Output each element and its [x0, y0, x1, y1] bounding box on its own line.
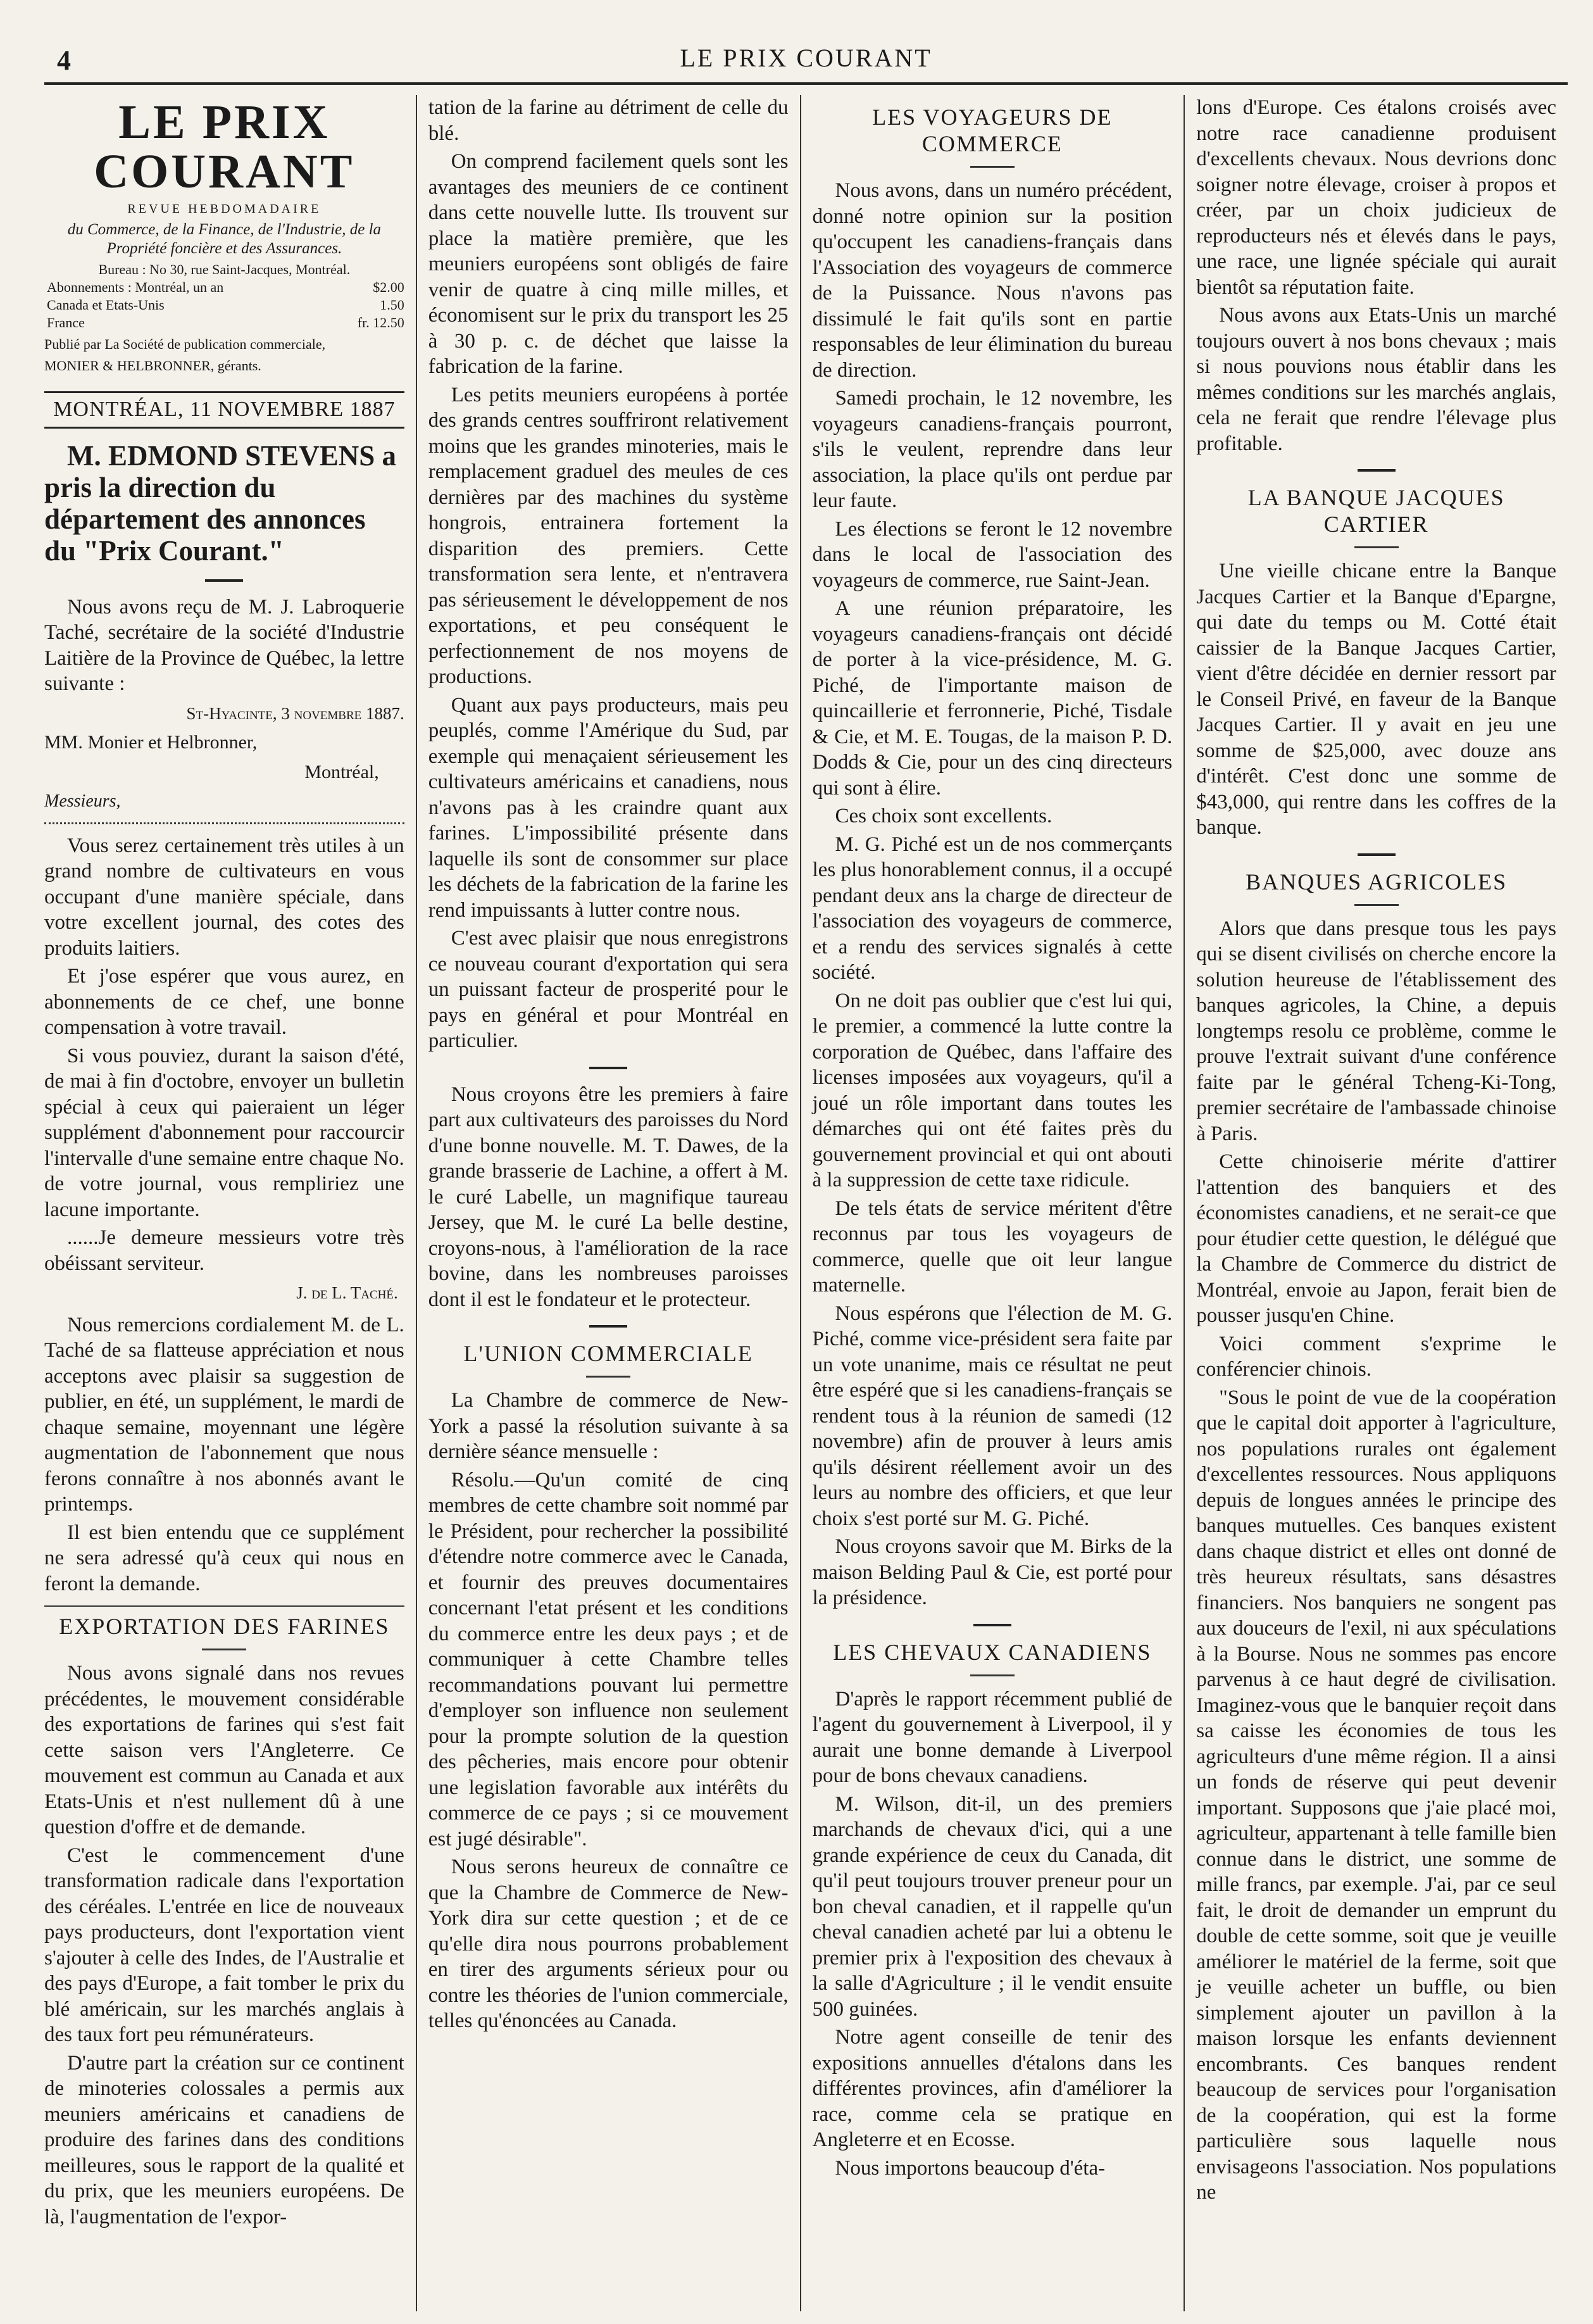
article-paragraph: "Sous le point de vue de la coopération que le capital doit apporter à l'agriculture, nos populations rurales ont également d'excellentes ressources. Nous appliquons depuis de longues années le principe des banques mutuelles. Ces banques existent dans chaque district et elles ont donné de très heureux résultats, sans désastres financiers. Nos banquiers ne songent pas aux douceurs de l'exil, ni aux spéculations à la Bourse. Nous ne sommes pas encore parvenus à ce haut degré de civilisation. Imaginez-vous que le banquier reçoit dans sa caisse les économies de tous les agriculteurs d'une même région. Il a ainsi un fonds de réserve qui peut devenir important. Supposons que j'aie placé moi, agriculteur, appartenant à telle famille bien connue dans le district, une somme de mille francs, par exemple. J'ai, par ce seul fait, le droit de demander un emprunt du double de cette somme, soit que je veuille améliorer le matériel de la ferme, soit que je veuille acheter un buffle, ou bien simplement ajouter un pavillon à la maison lorsque les enfants deviennent encombrants. Ces banques rendent beaucoup de services pour l'organisation de la coopération, qui est la forme particulière sous laquelle nous envisageons l'association. Nos populations ne [1196, 1386, 1556, 2204]
article-paragraph: De tels états de service méritent d'être reconnus par tous les voyageurs de commerce, quelle que oit leur langue maternelle. [812, 1197, 1173, 1297]
heading-rule [970, 1674, 1015, 1676]
article-paragraph: Voici comment s'exprime le conférencier chinois. [1196, 1332, 1556, 1381]
announcement: M. EDMOND STEVENS a pris la direction du département des annonces du "Prix Courant." [44, 439, 397, 567]
article-paragraph: Notre agent conseille de tenir des expositions annuelles d'étalons dans les différentes provinces, afin d'améliorer la race, comme cela se pratique en Angleterre et en Ecosse. [812, 2026, 1173, 2151]
article-paragraph: Nous croyons savoir que M. Birks de la maison Belding Paul & Cie, est porté pour la présidence. [812, 1535, 1173, 1609]
article-paragraph: Nous avons aux Etats-Unis un marché toujours ouvert à nos bons chevaux ; mais si nous pouvions nous établir dans les mêmes conditions sur les marchés anglais, cela ne ferait que rendre l'élevage plus profitable. [1196, 304, 1556, 455]
masthead-address: Bureau : No 30, rue Saint-Jacques, Montréal. [98, 261, 351, 277]
article-paragraph: A une réunion préparatoire, les voyageurs canadiens-français ont décidé de porter à la vice-présidence, M. G. Piché, de l'importante maison de quincaillerie et ferronnerie, Piché, Tisdale & Cie, et M. E. Tougas, de la maison P. D. Dodds & Cie, pour un des cinq directeurs qui sont à élire. [812, 597, 1173, 800]
article-paragraph: M. G. Piché est un de nos commerçants les plus honorablement connus, il a occupé pendant deux ans la charge de directeur de l'association des voyageurs de commerce, et a rendu des services signalés à cette société. [812, 832, 1173, 984]
letter-signature: J. de L. Taché. [296, 1283, 398, 1302]
column-1 [44, 95, 416, 2311]
article-paragraph: C'est le commencement d'une transformation radicale dans l'exportation des céréales. L'entrée en lice de nouveaux pays producteurs, dont l'exportation vient s'ajouter à celle des Indes, de l'Australie et des pays d'Europe, a fait tomber le prix du blé américain, sur les marchés anglais à des taux fort peu rémunérateurs. [44, 1843, 404, 2046]
subscription-label: Canada et Etats-Unis [47, 297, 165, 313]
letter-city: Montréal, [304, 761, 379, 782]
section-heading-chevaux: LES CHEVAUX CANADIENS [833, 1639, 1152, 1665]
subscription-row [47, 279, 404, 296]
heading-rule [202, 1649, 246, 1650]
subscription-label: France [47, 315, 85, 330]
subscription-price: fr. 12.50 [357, 315, 404, 330]
letter-date: St-Hyacinte, 3 novembre 1887. [186, 703, 404, 723]
column-3 [800, 95, 1184, 2311]
article-paragraph: Ces choix sont excellents. [835, 805, 1053, 827]
letter-paragraph: Si vous pouviez, durant la saison d'été, de mai à fin d'octobre, envoyer un bulletin spécial à ceux qui paieraient un léger supplément d'abonnement pour raccourcir l'intervalle d'une semaine entre chaque No. de votre journal, vous rempliriez une lacune importante. [44, 1044, 404, 1221]
article-paragraph: Résolu.—Qu'un comité de cinq membres de cette chambre soit nommé par le Président, pour rechercher la possibilité d'étendre notre commerce avec le Canada, et fournir des preuves documentaires concernant l'etat présent et les conditions du commerce entre les deux pays ; et de communiquer à cette Chambre telles recommandations pouvant lui permettre d'employer son influence non seulement pour la prompte solution de la question des pêcheries, mais encore pour obtenir une legislation favorable aux intérêts du commerce de ce pays ; si ce mouvement est jugé désirable". [428, 1468, 789, 1850]
subscription-rates [44, 279, 404, 332]
article-paragraph: Les petits meuniers européens à portée des grands centres souffriront relativement moins que les grandes minoteries, mais le remplacement graduel des meules de ces dernières par des machines du système hongrois, entrainera fortement la disparition des premiers. Cette transformation sera lente, et n'entravera pas sérieusement le développement de nos exportations, et peu conséquent le perfectionnement de nos moyens de productions. [428, 383, 789, 688]
subscription-row [47, 296, 404, 314]
section-heading-exportation: EXPORTATION DES FARINES [44, 1605, 404, 1640]
column-2 [416, 95, 800, 2311]
article-paragraph: M. Wilson, dit-il, un des premiers marchands de chevaux d'ici, qui a une grande expérience de ceux du Canada, dit qu'il peut toujours trouver preneur pour un bon cheval canadien, et il rappelle qu'un cheval canadien acheté par lui a obtenu le premier prix à l'exposition des chevaux à la salle d'Agriculture ; il le vendit ensuite 500 guinées. [812, 1792, 1173, 2021]
masthead-subtitle: REVUE HEBDOMADAIRE [127, 202, 322, 216]
section-heading-union: L'UNION COMMERCIALE [463, 1341, 753, 1366]
masthead-managers: MONIER & HELBRONNER, gérants. [44, 358, 261, 374]
article-paragraph: Nous importons beaucoup d'éta- [835, 2156, 1106, 2180]
article-paragraph: tation de la farine au détriment de celle du blé. [428, 96, 789, 145]
reply-paragraph: Nous remercions cordialement M. de L. Taché de sa flatteuse appréciation et nous acceptons avec plaisir sa suggestion de publier, en été, un supplément, le mardi de chaque semaine, moyennant une légère augmentation de l'abonnement que nous ferons connaître à nos abonnés avant le printemps. [44, 1313, 404, 1516]
heading-rule [970, 166, 1015, 168]
letter-paragraph: ......Je demeure messieurs votre très obéissant serviteur. [44, 1226, 404, 1275]
article-paragraph: Cette chinoiserie mérite d'attirer l'attention des banquiers et des économistes canadiens, et ne serait-ce que pour étudier cette question, le délégué que la Chambre de Commerce du district de Montréal, envoie au Japon, ferait bien de pousser jusqu'en Chine. [1196, 1150, 1556, 1327]
letter-recipient: MM. Monier et Helbronner, [44, 732, 258, 753]
dateline: MONTRÉAL, 11 NOVEMBRE 1887 [44, 391, 404, 429]
masthead-title: LE PRIX COURANT [94, 96, 355, 198]
ornament-rule [205, 579, 243, 582]
heading-rule [1354, 904, 1399, 906]
masthead-publisher: Publié par La Société de publication commerciale, [44, 336, 326, 352]
dotted-separator [44, 819, 404, 824]
letter-greeting: Messieurs, [44, 791, 121, 811]
article-paragraph: On comprend facilement quels sont les avantages des meuniers de ce continent dans cette nouvelle lutte. Ils trouvent sur place la matière première, que les meuniers européens sont obligés de faire venir de quatre à cinq mille milles, et économisent sur le prix du transport les 25 à 30 p. c. de déchet que laisse la fabrication de la farine. [428, 150, 789, 378]
masthead-description: du Commerce, de la Finance, de l'Industrie, de la Propriété foncière et des Assurances. [67, 221, 382, 257]
heading-rule [586, 1376, 630, 1378]
section-heading-voyageurs: LES VOYAGEURS DE COMMERCE [872, 104, 1113, 156]
article-paragraph: D'autre part la création sur ce continent de minoteries colossales a permis aux meuniers américains et canadiens de produire des farines dans des conditions meilleures, sous le rapport de la qualité et du prix, que les meuniers européens. De là, l'augmentation de l'expor- [44, 2051, 404, 2228]
heading-rule [1354, 546, 1399, 548]
subscription-price: $2.00 [373, 279, 404, 295]
masthead [44, 97, 404, 375]
article-paragraph: Nous espérons que l'élection de M. G. Piché, comme vice-président sera faite par un vote unanime, mais ce résultat ne peut être espéré que si les canadiens-français se rendent tous à la réunion de samedi (12 novembre) afin de prouver à leurs amis qu'ils désirent réellement avoir un des leurs au nombre des officiers, et que leur choix s'est porté sur M. G. Piché. [812, 1302, 1173, 1530]
article-paragraph: Nous avons, dans un numéro précédent, donné notre opinion sur la position qu'occupent les canadiens-français dans l'Association des voyageurs de commerce de la Puissance. Nous n'avons pas dissimulé le fait qu'ils sont en partie responsables de leur élimination du bureau de direction. [812, 179, 1173, 382]
article-paragraph: Nous serons heureux de connaître ce que la Chambre de Commerce de New-York dira sur cette question ; et de ce qu'elle dira nous pourrons probablement en tirer des arguments sérieux pour ou contre les théories de l'union commerciale, telles qu'énoncées au Canada. [428, 1856, 789, 2032]
subscription-label: Abonnements : Montréal, un an [47, 279, 224, 295]
page-number: 4 [57, 45, 71, 76]
column-4 [1184, 95, 1568, 2311]
article-paragraph: Une vieille chicane entre la Banque Jacques Cartier et la Banque d'Epargne, qui date du temps ou M. Cotté était caissier de la Banque Jacques Cartier, vient d'être décidée en dernier ressort par le Conseil Privé, en faveur de la Banque Jacques Cartier. Il y avait en jeu une somme de $25,000, avec douze ans d'intérêt. C'est donc une somme de $43,000, qui rentre dans les coffres de la banque. [1196, 560, 1556, 839]
running-title: LE PRIX COURANT [680, 44, 932, 72]
subscription-row [47, 314, 404, 332]
ornament-rule [589, 1325, 627, 1328]
ornament-rule [973, 1624, 1011, 1626]
article-paragraph: La Chambre de commerce de New-York a passé la résolution suivante à sa dernière séance mensuelle : [428, 1389, 789, 1463]
article-paragraph: Alors que dans presque tous les pays qui se disent civilisés on cherche encore la solution heureuse de l'établissement des banques agricoles, la Chine, a depuis longtemps resolu ce problème, comme le prouve l'extrait suivant d'une conférence faite par le général Tcheng-Ki-Tong, premier secrétaire de l'ambassade chinoise à Paris. [1196, 917, 1556, 1145]
ornament-rule [589, 1067, 627, 1069]
letter-paragraph: Et j'ose espérer que vous aurez, en abonnements de ce chef, une bonne compensation à votre travail. [44, 965, 404, 1039]
reply-paragraph: Il est bien entendu que ce supplément ne sera adressé qu'à ceux qui nous en feront la demande. [44, 1521, 404, 1595]
article-paragraph: Nous avons signalé dans nos revues précédentes, le mouvement considérable des exportations de farines qui s'est fait cette saison vers l'Angleterre. Ce mouvement est commun au Canada et aux Etats-Unis et n'est nullement dû à une question d'offre et de demande. [44, 1662, 404, 1838]
article-paragraph: Les élections se feront le 12 novembre dans le local de l'association des voyageurs de commerce, rue Saint-Jean. [812, 517, 1173, 592]
section-heading-banques-agricoles: BANQUES AGRICOLES [1246, 869, 1508, 895]
letter-intro: Nous avons reçu de M. J. Labroquerie Taché, secrétaire de la société d'Industrie Laitière de la Province de Québec, la lettre suivante : [44, 595, 404, 695]
columns [44, 95, 1568, 2311]
ornament-rule [1358, 469, 1396, 472]
subscription-price: 1.50 [380, 297, 404, 313]
article-paragraph: C'est avec plaisir que nous enregistrons ce nouveau courant d'exportation qui sera un puissant facteur de prosperité pour le pays en général et pour Montréal en particulier. [428, 927, 789, 1052]
section-heading-banque-jacques-cartier: LA BANQUE JACQUES CARTIER [1247, 485, 1505, 537]
article-paragraph: Quant aux pays producteurs, mais peu peuplés, comme l'Amérique du Sud, par exemple qui menaçaient sérieusement les cultivateurs américains et canadiens, nous n'avons pas à les craindre quant aux farines. L'impossibilité présente dans laquelle ils sont de consommer sur place les déchets de la fabrication de la farine les rend impuissants à lutter contre nous. [428, 693, 789, 922]
ornament-rule [1358, 853, 1396, 856]
article-paragraph: Samedi prochain, le 12 novembre, les voyageurs canadiens-français pourront, s'ils le veulent, reprendre dans leur association, la place qu'ils ont perdue par leur faute. [812, 387, 1173, 512]
article-paragraph: On ne doit pas oublier que c'est lui qui, le premier, a commencé la lutte contre la corporation de Québec, dans l'affaire des licenses imposées aux voyageurs, qu'il a joué un rôle important dans toutes les démarches qui ont été faites près du gouvernement provincial et qui ont abouti à la suppression de cette taxe ridicule. [812, 989, 1173, 1191]
letter-paragraph: Vous serez certainement très utiles à un grand nombre de cultivateurs en vous occupant d'une manière spéciale, dans votre excellent journal, des cotes des produits laitiers. [44, 834, 404, 960]
article-paragraph: D'après le rapport récemment publié de l'agent du gouvernement à Liverpool, il y aurait une bonne demande à Liverpool pour de bons chevaux canadiens. [812, 1687, 1173, 1787]
article-paragraph: Nous croyons être les premiers à faire part aux cultivateurs des paroisses du Nord d'une bonne nouvelle. M. T. Dawes, de la grande brasserie de Lachine, a offert à M. le curé Labelle, un magnifique taureau Jersey, que M. le curé La belle destine, croyons-nous, à l'amélioration de la race bovine, dans les nombreuses paroisses dont il est le fondateur et le protecteur. [428, 1083, 789, 1311]
running-header [44, 38, 1568, 85]
article-paragraph: lons d'Europe. Ces étalons croisés avec notre race canadienne produisent d'excellents chevaux. Nous devrions donc soigner notre élevage, croiser à propos et créer, par un choix judicieux de reproducteurs nés et élevés dans le pays, une race, une lignée spéciale qui aurait bientôt sa réputation faite. [1196, 96, 1556, 299]
